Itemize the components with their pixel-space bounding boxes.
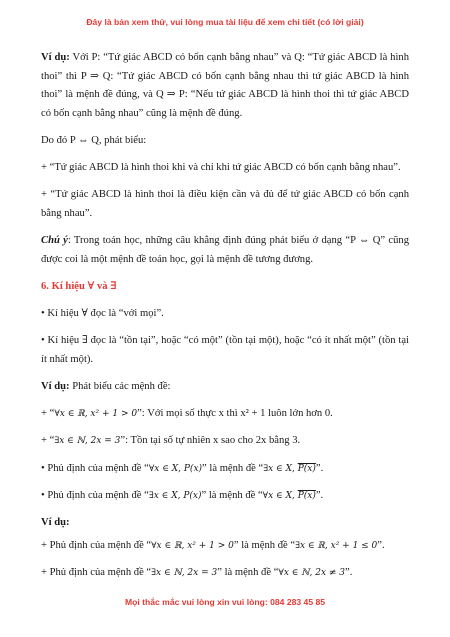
note-text: : Trong toán học, những câu khẳng định đúng phát biểu ở dạng “P ⇔ Q” cũng được coi là một mệnh đề toán học, gọi là mệnh đề tương đương. [41,235,410,265]
negation-mid: ” là mệnh đề “ [217,566,279,578]
negation-mid: ” là mệnh đề “ [202,462,264,474]
preview-notice-header: Đây là bản xem thử, vui lòng mua tài liệu để xem chi tiết (có lời giải) [86,17,364,27]
equivalence-intro: Do đó P ⇔ Q, phát biểu: [41,134,147,146]
example-2-intro: Phát biểu các mệnh đề: [72,381,171,393]
math-expression: ∃x ∈ ℝ, x² + 1 ≤ 0 [295,540,378,551]
example-label: Ví dụ: [41,52,70,63]
negation-lead: + Phủ định của mệnh đề “ [41,539,152,551]
math-negation-bar: P(x) [297,490,316,501]
example-3-line-1 [41,537,409,556]
math-expression: ∃x ∈ ℕ, 2x = 3 [54,436,121,447]
row-text: ”: Với mọi số thực x thì x² + 1 luôn lớn hơn 0. [137,408,333,420]
negation-line-1 [41,460,409,479]
quote-open: + “ [41,435,55,447]
math-negation-bar: P(x) [297,463,316,474]
note-paragraph [41,232,409,269]
row-text: ”: Tồn tại số tự nhiên x sao cho 2x bằng 3. [120,435,301,447]
math-expression: ∃x ∈ X, [263,463,298,474]
example-3-line-2 [41,564,409,583]
math-expression: ∀x ∈ ℝ, x² + 1 > 0 [151,540,234,551]
math-expression: ∃x ∈ X, P(x) [148,490,202,501]
negation-mid: ” là mệnh đề “ [233,539,296,551]
negation-lead: + Phủ định của mệnh đề “ [41,566,152,578]
bullet-exists: • Kí hiệu ∃ đọc là “tồn tại”, hoặc “có một” (tồn tại một), hoặc “có ít nhất một” (tồn tại ít nhất một). [41,335,409,365]
bullet-forall: • Kí hiệu ∀ đọc là “với mọi”. [41,308,164,320]
document-body [41,49,409,591]
math-expression: ∀x ∈ ℝ, x² + 1 > 0 [54,409,138,420]
math-expression: ∀x ∈ X, [262,490,298,501]
equivalence-item-2: + “Tứ giác ABCD là hình thoi là điều kiện cần và đủ để tứ giác ABCD có bốn cạnh bằng nhau”. [41,189,409,219]
negation-lead: • Phủ định của mệnh đề “ [41,462,149,474]
negation-mid: ” là mệnh đề “ [201,489,263,501]
math-expression: ∀x ∈ ℕ, 2x ≠ 3 [278,567,346,578]
example-paragraph-1 [41,49,409,123]
note-label: Chú ý [41,235,68,247]
negation-end: ”. [315,462,324,474]
quote-open: + “ [41,408,55,420]
negation-end: ”. [377,539,385,551]
negation-end: ”. [345,566,353,578]
math-expression: ∀x ∈ X, P(x) [148,463,203,474]
equivalence-item-1: + “Tứ giác ABCD là hình thoi khi và chỉ khi tứ giác ABCD có bốn cạnh bằng nhau”. [41,162,401,174]
example-2-row-2 [41,432,409,451]
negation-end: ”. [315,489,324,501]
example-2-heading [41,378,409,397]
example-2-row-1 [41,405,409,424]
negation-line-2 [41,487,409,506]
math-expression: ∃x ∈ ℕ, 2x = 3 [151,567,218,578]
contact-notice-footer: Mọi thắc mắc vui lòng xin vui lòng: 084 283 45 85 [124,597,326,607]
example-3-label: Ví dụ: [41,517,70,528]
section-heading-6: 6. Kí hiệu ∀ và ∃ [41,280,117,292]
example-2-label: Ví dụ: [41,381,70,393]
example-text: Với P: “Tứ giác ABCD có bốn cạnh bằng nhau” và Q: “Tứ giác ABCD là hình thoi” thì P ⇒ Q: “Tứ giác ABCD có bốn cạnh bằng nhau thì tứ giác ABCD là hình thoi” là mệnh đề đúng, và Q ⇒ P: “Nếu tứ giác ABCD là hình thoi thì tứ giác ABCD có bốn cạnh bằng nhau” cũng là mệnh đề đúng. [41,52,409,119]
negation-lead: • Phủ định của mệnh đề “ [41,489,149,501]
